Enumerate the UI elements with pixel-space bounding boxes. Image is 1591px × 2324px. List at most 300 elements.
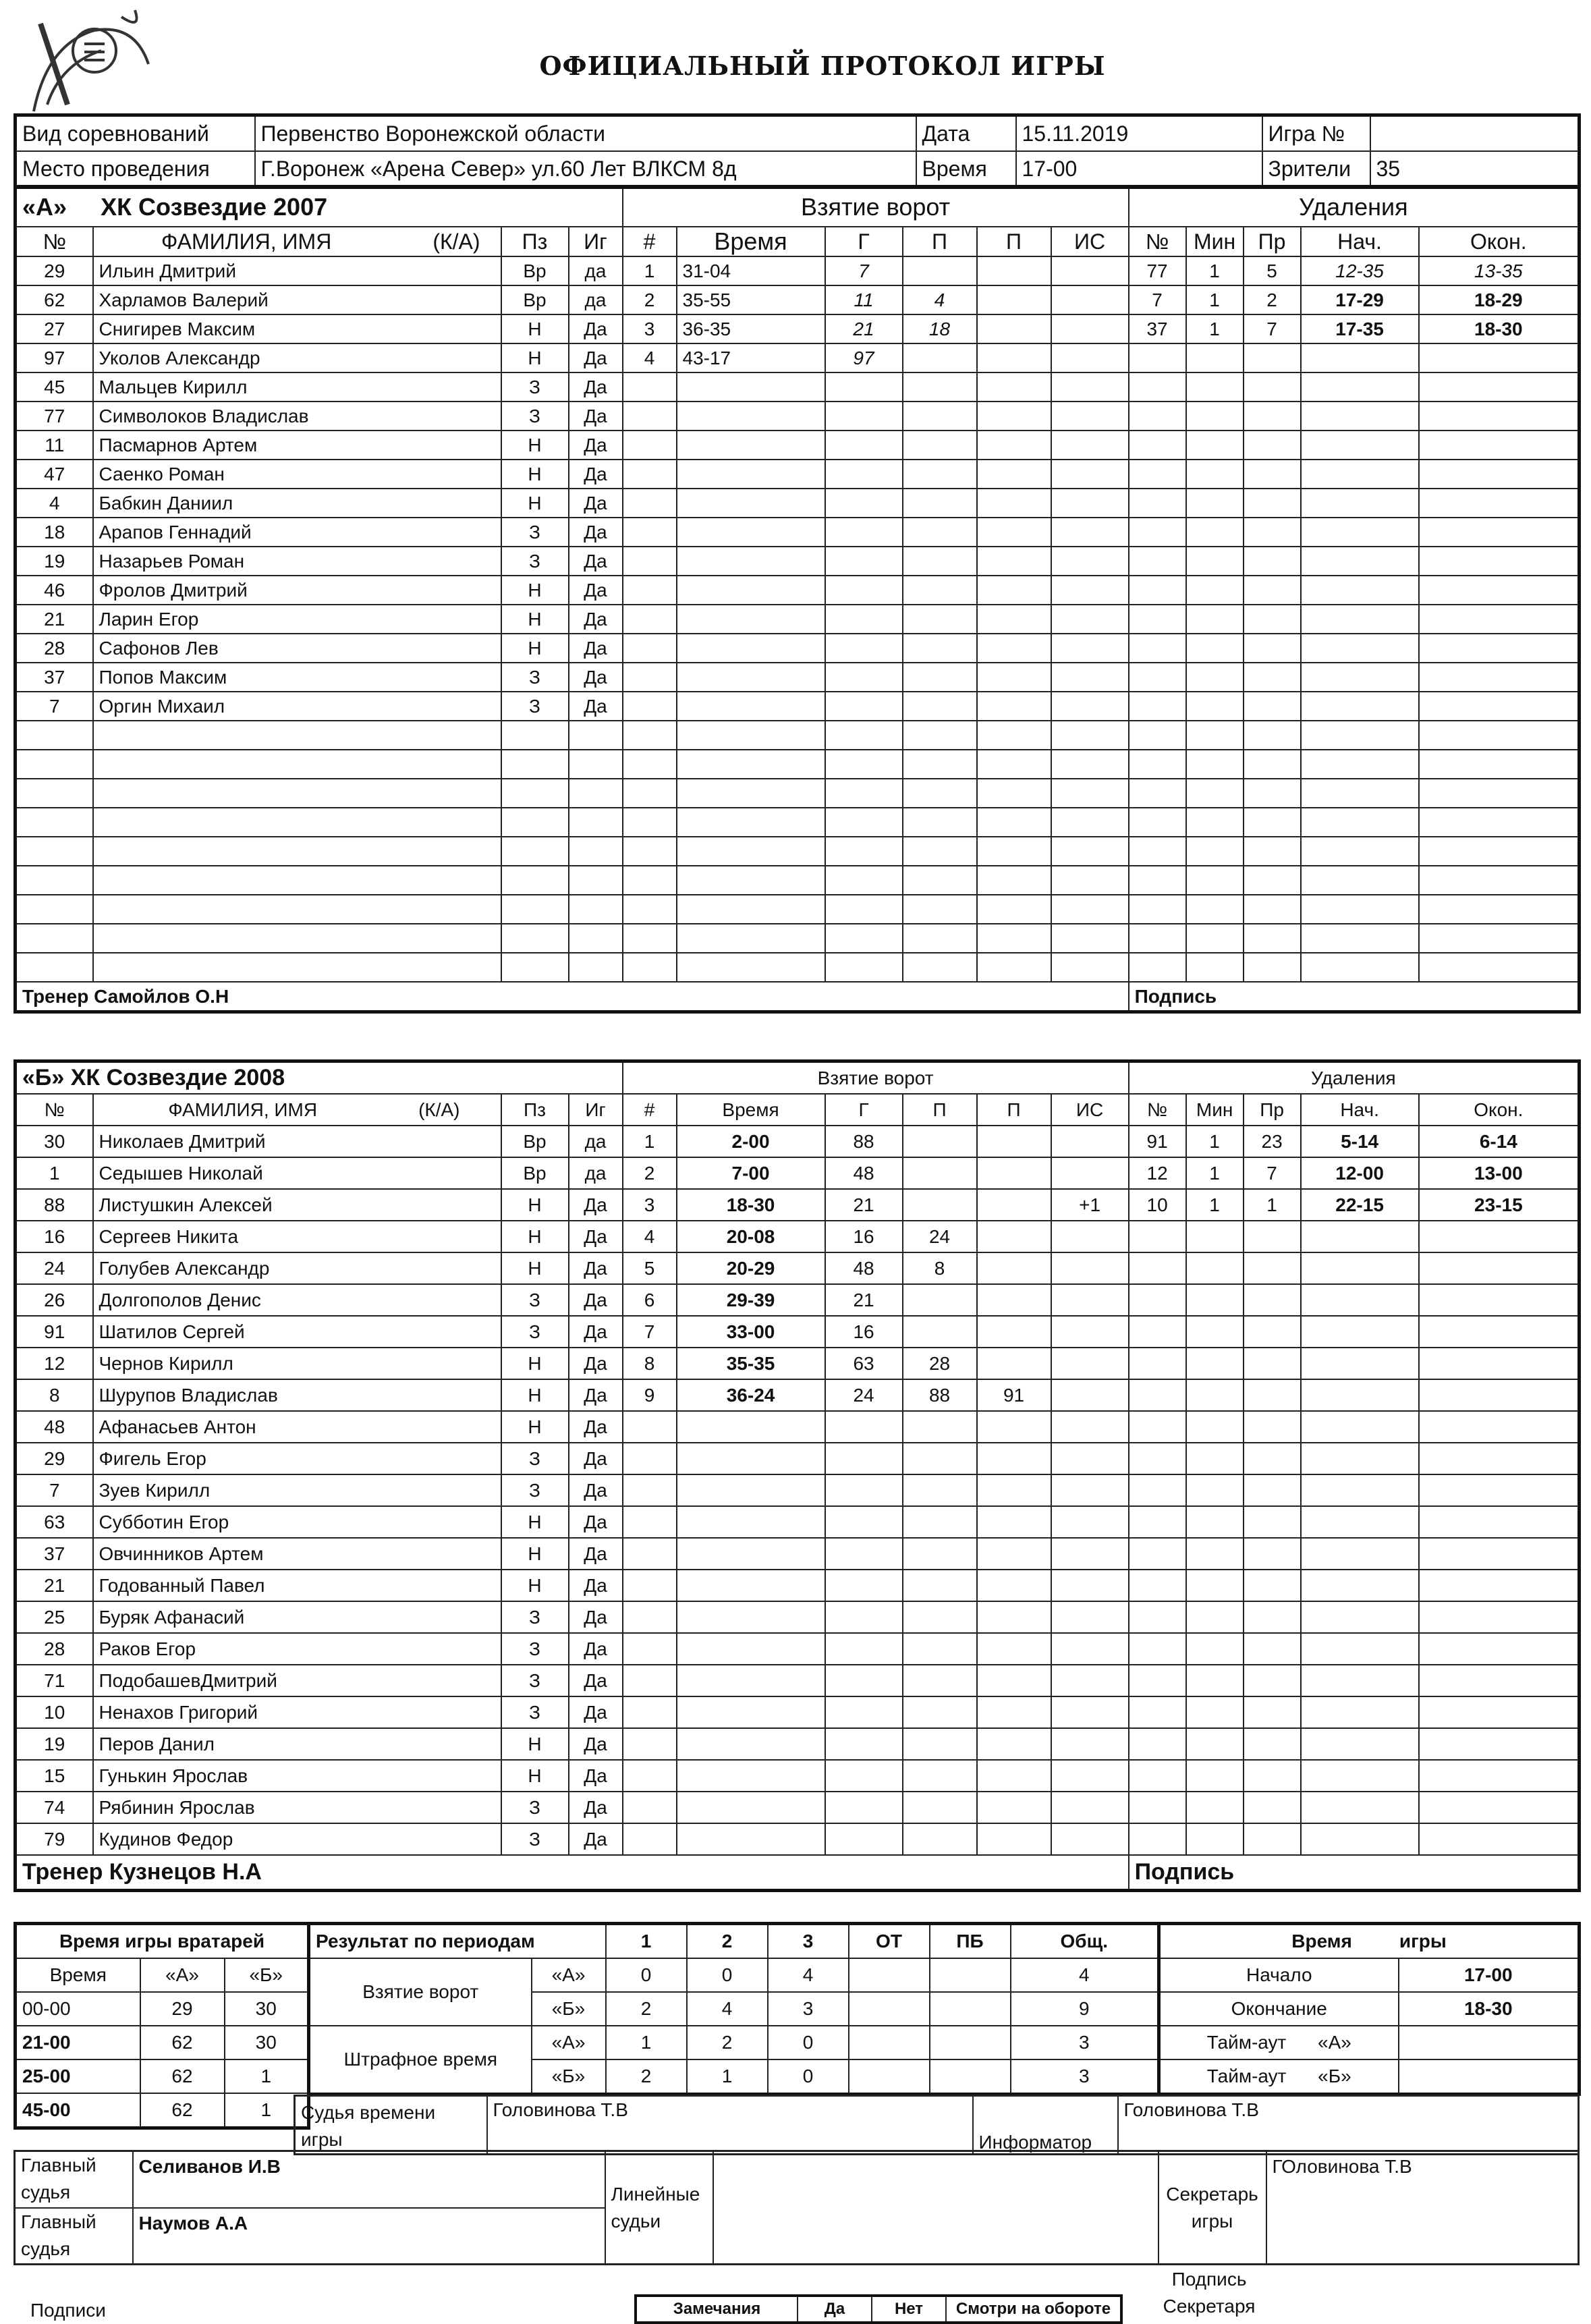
penalty-player	[1129, 547, 1186, 576]
penalty-player	[1129, 663, 1186, 692]
goal-assist-1	[903, 518, 977, 547]
table-row	[16, 1665, 1580, 1696]
player-played: Да	[569, 1538, 623, 1570]
goal-scorer: 24	[825, 1379, 903, 1411]
player-played: Да	[569, 402, 623, 431]
penalty-start: 12-35	[1301, 256, 1419, 285]
penalty-minutes	[1186, 1792, 1244, 1823]
penalty-start	[1301, 924, 1419, 953]
goal-scorer	[825, 1506, 903, 1538]
col-position: Пз	[501, 227, 569, 256]
player-position: Н	[501, 1411, 569, 1443]
goal-assist-2	[977, 1157, 1051, 1189]
game-end-value: 18-30	[1399, 1992, 1580, 2026]
goal-assist-2	[977, 634, 1051, 663]
col-goal-scorer: Г	[825, 1094, 903, 1126]
penalty-minutes	[1186, 518, 1244, 547]
goal-assist-2	[977, 750, 1051, 779]
goal-number	[623, 431, 677, 460]
goal-assist-1	[903, 1411, 977, 1443]
penalty-start	[1301, 576, 1419, 605]
player-position: З	[501, 1633, 569, 1665]
competition-value: Первенство Воронежской области	[255, 115, 916, 152]
penalty-start	[1301, 1696, 1419, 1728]
player-number: 21	[16, 605, 93, 634]
penalty-start	[1301, 1792, 1419, 1823]
player-number: 18	[16, 518, 93, 547]
goal-time: 43-17	[677, 343, 825, 372]
penalty-player	[1129, 1728, 1186, 1760]
player-number: 28	[16, 1633, 93, 1665]
goal-assist-2	[977, 1348, 1051, 1379]
penalty-minutes: 1	[1186, 285, 1244, 314]
player-number: 25	[16, 1601, 93, 1633]
penalty-player	[1129, 343, 1186, 372]
player-number	[16, 924, 93, 953]
goal-number	[623, 547, 677, 576]
player-played: Да	[569, 489, 623, 518]
penalty-player	[1129, 779, 1186, 808]
secretary-value: ГОловинова Т.В	[1266, 2151, 1579, 2265]
penalty-player	[1129, 808, 1186, 837]
player-played: Да	[569, 1570, 623, 1601]
goal-assist-2	[977, 1633, 1051, 1665]
col-pen-reason: Пр	[1244, 227, 1301, 256]
player-position: Вр	[501, 285, 569, 314]
goalie-col-time: Время	[16, 1958, 140, 1992]
player-played: Да	[569, 1823, 623, 1855]
player-number: 97	[16, 343, 93, 372]
results-col-1: 1	[606, 1924, 687, 1959]
player-number	[16, 895, 93, 924]
table-row	[16, 1284, 1580, 1316]
goal-scorer: 21	[825, 1189, 903, 1221]
table-row	[16, 460, 1580, 489]
player-name: Назарьев Роман	[93, 547, 501, 576]
team-a-goals-title: Взятие ворот	[623, 187, 1129, 227]
penalty-start	[1301, 634, 1419, 663]
goal-situation	[1051, 866, 1129, 895]
player-position: Н	[501, 1252, 569, 1284]
player-position: Н	[501, 634, 569, 663]
results-goals-a-label: «А»	[532, 1958, 606, 1992]
goal-assist-2	[977, 576, 1051, 605]
goal-assist-2	[977, 721, 1051, 750]
player-name: Сафонов Лев	[93, 634, 501, 663]
goal-situation	[1051, 1221, 1129, 1252]
goal-number: 2	[623, 285, 677, 314]
goal-situation	[1051, 431, 1129, 460]
player-position: Н	[501, 605, 569, 634]
goal-situation	[1051, 343, 1129, 372]
penalty-player	[1129, 692, 1186, 721]
player-name: Годованный Павел	[93, 1570, 501, 1601]
goals-b-total: 9	[1011, 1992, 1159, 2026]
penalty-minutes: 1	[1186, 1157, 1244, 1189]
penalty-start	[1301, 953, 1419, 982]
col-pen-start: Нач.	[1301, 1094, 1419, 1126]
col-name-text: ФАМИЛИЯ, ИМЯ	[161, 229, 332, 254]
table-row	[16, 866, 1580, 895]
penalty-minutes	[1186, 576, 1244, 605]
player-played: да	[569, 1126, 623, 1157]
player-played	[569, 924, 623, 953]
results-pen-b-label: «Б»	[532, 2059, 606, 2095]
goal-situation	[1051, 634, 1129, 663]
goal-scorer	[825, 1760, 903, 1792]
goalie-b: 1	[225, 2059, 309, 2093]
pen-b-p1: 2	[606, 2059, 687, 2095]
goal-situation	[1051, 1633, 1129, 1665]
goal-time	[677, 1760, 825, 1792]
penalty-end	[1419, 1760, 1580, 1792]
goal-time	[677, 1823, 825, 1855]
penalty-reason: 7	[1244, 1157, 1301, 1189]
penalty-minutes	[1186, 634, 1244, 663]
penalty-start	[1301, 895, 1419, 924]
goal-number	[623, 866, 677, 895]
penalty-end: 13-00	[1419, 1157, 1580, 1189]
penalty-start	[1301, 1570, 1419, 1601]
table-row	[16, 1189, 1580, 1221]
penalty-end	[1419, 1252, 1580, 1284]
player-name: Мальцев Кирилл	[93, 372, 501, 402]
penalty-player	[1129, 1601, 1186, 1633]
player-position	[501, 866, 569, 895]
results-pen-a-label: «А»	[532, 2026, 606, 2059]
table-row	[16, 634, 1580, 663]
penalty-reason	[1244, 692, 1301, 721]
player-position	[501, 837, 569, 866]
team-b-goals-title: Взятие ворот	[623, 1061, 1129, 1095]
player-name: Голубев Александр	[93, 1252, 501, 1284]
goal-time	[677, 1601, 825, 1633]
penalty-player: 10	[1129, 1189, 1186, 1221]
team-a-penalties-title: Удаления	[1129, 187, 1580, 227]
penalty-minutes	[1186, 866, 1244, 895]
penalty-player: 12	[1129, 1157, 1186, 1189]
goal-time	[677, 895, 825, 924]
goal-assist-1	[903, 663, 977, 692]
player-position	[501, 750, 569, 779]
penalty-end	[1419, 1665, 1580, 1696]
goals-a-ot	[849, 1958, 930, 1992]
goal-time	[677, 663, 825, 692]
col-goal-number: #	[623, 227, 677, 256]
player-name	[93, 866, 501, 895]
goal-assist-2	[977, 343, 1051, 372]
chief-referee-2-value: Наумов А.А	[133, 2208, 605, 2265]
goal-situation	[1051, 1348, 1129, 1379]
player-name	[93, 837, 501, 866]
remarks-no: Нет	[872, 2296, 946, 2323]
goal-number	[623, 1443, 677, 1474]
goal-assist-2	[977, 779, 1051, 808]
goal-scorer	[825, 1411, 903, 1443]
penalty-end	[1419, 1601, 1580, 1633]
penalty-player	[1129, 634, 1186, 663]
penalty-player	[1129, 605, 1186, 634]
goal-assist-2	[977, 314, 1051, 343]
goal-assist-2	[977, 1823, 1051, 1855]
player-name	[93, 808, 501, 837]
goal-assist-1: 88	[903, 1379, 977, 1411]
chief-referee-1-label: Главный судья	[15, 2151, 133, 2208]
penalty-reason	[1244, 1316, 1301, 1348]
goal-assist-2	[977, 547, 1051, 576]
col-pen-reason: Пр	[1244, 1094, 1301, 1126]
goal-scorer	[825, 1570, 903, 1601]
goal-number: 4	[623, 1221, 677, 1252]
goal-scorer	[825, 750, 903, 779]
penalty-start	[1301, 808, 1419, 837]
goal-number	[623, 924, 677, 953]
player-position: З	[501, 1316, 569, 1348]
penalty-start	[1301, 518, 1419, 547]
time-value: 17-00	[1016, 151, 1262, 188]
goal-time	[677, 1474, 825, 1506]
goal-assist-2	[977, 692, 1051, 721]
player-number	[16, 953, 93, 982]
penalty-minutes	[1186, 837, 1244, 866]
table-row	[16, 1760, 1580, 1792]
penalty-end	[1419, 1506, 1580, 1538]
timekeeper-label: Судья времени игры	[295, 2096, 487, 2155]
penalty-player	[1129, 895, 1186, 924]
team-a-protocol	[13, 185, 1581, 1014]
col-pen-end: Окон.	[1419, 227, 1580, 256]
spectators-value: 35	[1370, 151, 1580, 188]
goal-situation	[1051, 1126, 1129, 1157]
goal-time: 31-04	[677, 256, 825, 285]
game-start-label: Начало	[1159, 1958, 1399, 1992]
player-position: Н	[501, 1728, 569, 1760]
penalty-start	[1301, 1474, 1419, 1506]
player-played: Да	[569, 1379, 623, 1411]
player-name: Бабкин Даниил	[93, 489, 501, 518]
goalie-b: 1	[225, 2093, 309, 2128]
goal-number: 3	[623, 314, 677, 343]
penalty-reason	[1244, 721, 1301, 750]
penalty-player	[1129, 1316, 1186, 1348]
secretary-signature-label: Подпись Секретаря	[1163, 2269, 1256, 2317]
goal-assist-1	[903, 576, 977, 605]
penalty-start	[1301, 1728, 1419, 1760]
penalty-end	[1419, 779, 1580, 808]
penalty-reason	[1244, 1538, 1301, 1570]
goal-situation	[1051, 1823, 1129, 1855]
player-position: Н	[501, 343, 569, 372]
penalty-start	[1301, 1823, 1419, 1855]
goal-time: 20-29	[677, 1252, 825, 1284]
spectators-label: Зрители	[1262, 151, 1370, 188]
goal-number: 6	[623, 1284, 677, 1316]
penalty-start: 12-00	[1301, 1157, 1419, 1189]
goal-assist-2	[977, 1792, 1051, 1823]
goal-number	[623, 576, 677, 605]
goals-a-p2: 0	[687, 1958, 768, 1992]
penalty-reason	[1244, 402, 1301, 431]
player-position: Н	[501, 1570, 569, 1601]
goal-assist-1	[903, 1696, 977, 1728]
penalty-end	[1419, 605, 1580, 634]
player-played: Да	[569, 1728, 623, 1760]
goal-scorer	[825, 1792, 903, 1823]
goal-situation	[1051, 314, 1129, 343]
goal-scorer	[825, 1728, 903, 1760]
player-number: 62	[16, 285, 93, 314]
player-position	[501, 779, 569, 808]
penalty-reason	[1244, 576, 1301, 605]
penalty-player	[1129, 1633, 1186, 1665]
penalty-end	[1419, 576, 1580, 605]
goal-time	[677, 1570, 825, 1601]
table-row	[16, 1696, 1580, 1728]
goal-situation	[1051, 1538, 1129, 1570]
goal-number	[623, 750, 677, 779]
time-label: Время	[916, 151, 1016, 188]
penalty-start: 5-14	[1301, 1126, 1419, 1157]
goal-assist-2	[977, 460, 1051, 489]
penalty-end	[1419, 1823, 1580, 1855]
penalty-reason	[1244, 634, 1301, 663]
table-row	[16, 1992, 309, 2026]
penalty-reason	[1244, 1792, 1301, 1823]
goal-time	[677, 1792, 825, 1823]
goal-time	[677, 953, 825, 982]
table-row	[16, 895, 1580, 924]
player-position: З	[501, 1823, 569, 1855]
penalty-player: 7	[1129, 285, 1186, 314]
goal-assist-2	[977, 1570, 1051, 1601]
goals-a-p3: 4	[768, 1958, 849, 1992]
goal-assist-1	[903, 343, 977, 372]
penalty-minutes	[1186, 1474, 1244, 1506]
date-value: 15.11.2019	[1016, 115, 1262, 152]
goal-time	[677, 431, 825, 460]
table-row	[16, 489, 1580, 518]
penalty-reason	[1244, 1760, 1301, 1792]
goal-situation	[1051, 1760, 1129, 1792]
goal-number	[623, 808, 677, 837]
penalty-reason	[1244, 343, 1301, 372]
goal-assist-2	[977, 605, 1051, 634]
penalty-end	[1419, 750, 1580, 779]
player-position: З	[501, 1474, 569, 1506]
player-name: Овчинников Артем	[93, 1538, 501, 1570]
col-position: Пз	[501, 1094, 569, 1126]
goalie-a: 62	[140, 2059, 225, 2093]
penalty-reason: 7	[1244, 314, 1301, 343]
goal-number: 7	[623, 1316, 677, 1348]
penalty-end	[1419, 1570, 1580, 1601]
goal-situation	[1051, 256, 1129, 285]
penalty-minutes	[1186, 1728, 1244, 1760]
goal-number	[623, 1792, 677, 1823]
table-row	[16, 2026, 309, 2059]
pen-a-p2: 2	[687, 2026, 768, 2059]
table-row	[16, 1570, 1580, 1601]
goal-number	[623, 372, 677, 402]
penalty-start	[1301, 1665, 1419, 1696]
penalty-reason: 5	[1244, 256, 1301, 285]
team-b-penalties-title: Удаления	[1129, 1061, 1580, 1095]
penalty-start	[1301, 1379, 1419, 1411]
penalty-reason	[1244, 1601, 1301, 1633]
player-played: Да	[569, 343, 623, 372]
table-row	[16, 721, 1580, 750]
penalty-end	[1419, 460, 1580, 489]
player-name: Зуев Кирилл	[93, 1474, 501, 1506]
penalty-minutes	[1186, 343, 1244, 372]
penalty-minutes	[1186, 721, 1244, 750]
penalty-end	[1419, 1411, 1580, 1443]
penalty-player	[1129, 1221, 1186, 1252]
goal-assist-2	[977, 1601, 1051, 1633]
secretary-label: Секретарь игры	[1159, 2151, 1266, 2265]
penalty-reason	[1244, 1474, 1301, 1506]
goal-scorer	[825, 1696, 903, 1728]
player-played: Да	[569, 1284, 623, 1316]
goal-number: 2	[623, 1157, 677, 1189]
player-played	[569, 808, 623, 837]
player-number: 74	[16, 1792, 93, 1823]
penalty-reason	[1244, 779, 1301, 808]
goalie-time-title: Время игры вратарей	[16, 1924, 309, 1959]
period-results-table	[307, 1922, 1161, 2096]
goal-scorer: 63	[825, 1348, 903, 1379]
table-row	[16, 431, 1580, 460]
goalie-col-a: «А»	[140, 1958, 225, 1992]
penalty-reason	[1244, 605, 1301, 634]
goalie-time: 00-00	[16, 1992, 140, 2026]
goal-time: 29-39	[677, 1284, 825, 1316]
penalty-start: 17-35	[1301, 314, 1419, 343]
table-row	[16, 1316, 1580, 1348]
player-played: Да	[569, 605, 623, 634]
player-position: Вр	[501, 1157, 569, 1189]
player-number: 45	[16, 372, 93, 402]
goalie-time: 21-00	[16, 2026, 140, 2059]
penalty-minutes	[1186, 372, 1244, 402]
penalty-player	[1129, 1474, 1186, 1506]
goal-number	[623, 1823, 677, 1855]
goal-situation	[1051, 692, 1129, 721]
remarks-see-back: Смотри на обороте	[946, 2296, 1121, 2323]
goal-time	[677, 518, 825, 547]
goal-number	[623, 1411, 677, 1443]
goal-time	[677, 1728, 825, 1760]
penalty-start	[1301, 372, 1419, 402]
timeout-b-label: Тайм-аут «Б»	[1159, 2059, 1399, 2095]
remarks-yes: Да	[798, 2296, 872, 2323]
goal-scorer: 48	[825, 1252, 903, 1284]
goal-number	[623, 837, 677, 866]
goalie-b: 30	[225, 1992, 309, 2026]
player-name: Оргин Михаил	[93, 692, 501, 721]
goal-assist-2	[977, 1696, 1051, 1728]
table-row	[16, 1221, 1580, 1252]
penalty-end: 18-30	[1419, 314, 1580, 343]
player-position	[501, 895, 569, 924]
goal-scorer	[825, 1823, 903, 1855]
results-pen-label: Штрафное время	[309, 2026, 532, 2095]
goal-number	[623, 634, 677, 663]
goal-scorer	[825, 402, 903, 431]
goal-number	[623, 1601, 677, 1633]
goal-situation	[1051, 837, 1129, 866]
penalty-player	[1129, 1823, 1186, 1855]
